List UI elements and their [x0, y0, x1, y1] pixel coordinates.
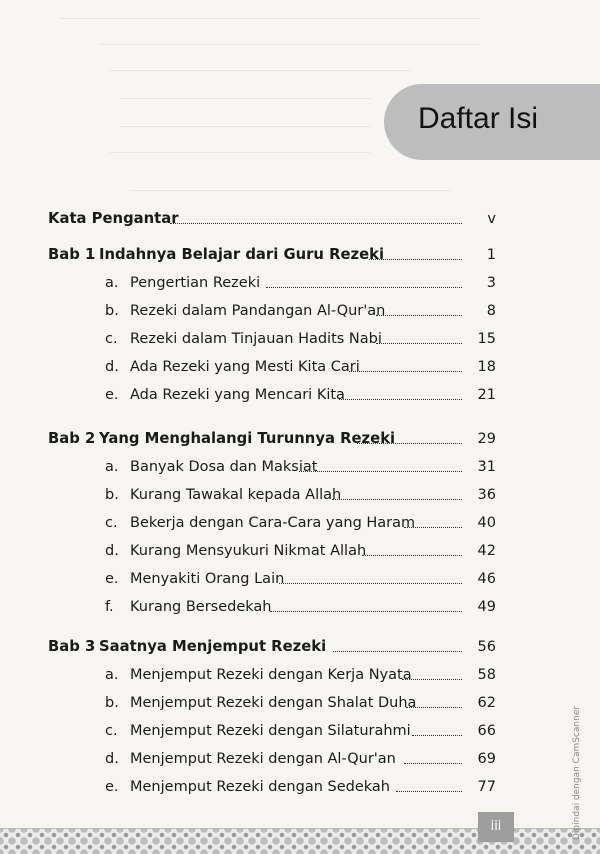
toc-page-number: 8: [486, 303, 496, 319]
toc-leader-dots: [376, 343, 462, 344]
toc-section-row[interactable]: [0, 565, 600, 589]
toc-leader-dots: [404, 763, 462, 764]
toc-section-title: Ada Rezeki yang Mencari Kita: [130, 387, 345, 403]
toc-chapter-row[interactable]: [0, 633, 600, 657]
toc-page-number: 77: [477, 779, 496, 795]
toc-section-row[interactable]: [0, 745, 600, 769]
toc-page-number: 46: [477, 571, 496, 587]
toc-chapter-number: Bab 1: [48, 246, 96, 263]
toc-section-row[interactable]: [0, 593, 600, 617]
toc-section-row[interactable]: [0, 381, 600, 405]
toc-section-letter: a.: [105, 275, 119, 291]
toc-leader-dots: [279, 583, 462, 584]
toc-leader-dots: [332, 499, 462, 500]
toc-section-row[interactable]: [0, 297, 600, 321]
toc-leader-dots: [270, 611, 462, 612]
toc-section-title: Rezeki dalam Pandangan Al-Qur'an: [130, 303, 386, 319]
toc-section-row[interactable]: [0, 689, 600, 713]
toc-section-letter: c.: [105, 515, 118, 531]
toc-page-number: 42: [477, 543, 496, 559]
toc-section-letter: e.: [105, 571, 119, 587]
toc-section-row[interactable]: [0, 353, 600, 377]
toc-page-number: 49: [477, 599, 496, 615]
page-title: Daftar Isi: [418, 102, 539, 135]
toc-section-title: Kurang Tawakal kepada Allah: [130, 487, 342, 503]
toc-page-number: v: [487, 211, 496, 227]
toc-section-letter: c.: [105, 723, 118, 739]
toc-page-number: 3: [486, 275, 496, 291]
toc-leader-dots: [406, 707, 462, 708]
toc-chapter-number: Bab 2: [48, 430, 96, 447]
toc-chapter-title: Saatnya Menjemput Rezeki: [99, 638, 327, 655]
toc-section-letter: e.: [105, 779, 119, 795]
toc-section-row[interactable]: [0, 453, 600, 477]
toc-chapter-title: Yang Menghalangi Turunnya Rezeki: [99, 430, 396, 447]
toc-page-number: 56: [477, 639, 496, 655]
toc-section-row[interactable]: [0, 661, 600, 685]
toc-section-row[interactable]: [0, 717, 600, 741]
toc-leader-dots: [333, 651, 462, 652]
toc-leader-dots: [362, 555, 462, 556]
toc-page-number: 31: [477, 459, 496, 475]
toc-page-number: 66: [477, 723, 496, 739]
toc-page-number: 69: [477, 751, 496, 767]
toc-chapter-title: Kata Pengantar: [48, 210, 179, 227]
toc-section-title: Kurang Mensyukuri Nikmat Allah: [130, 543, 367, 559]
toc-section-letter: a.: [105, 667, 119, 683]
toc-section-letter: b.: [105, 487, 119, 503]
toc-section-letter: d.: [105, 543, 119, 559]
toc-page-number: 15: [477, 331, 496, 347]
toc-page-number: 21: [477, 387, 496, 403]
toc-section-letter: e.: [105, 387, 119, 403]
toc-chapter-number: Bab 3: [48, 638, 96, 655]
toc-page-number: 36: [477, 487, 496, 503]
toc-section-title: Kurang Bersedekah: [130, 599, 272, 615]
toc-page-number: 1: [486, 247, 496, 263]
toc-section-title: Rezeki dalam Tinjauan Hadits Nabi: [130, 331, 382, 347]
toc-leader-dots: [170, 223, 462, 224]
toc-section-row[interactable]: [0, 537, 600, 561]
toc-chapter-row[interactable]: [0, 205, 600, 229]
toc-section-letter: d.: [105, 751, 119, 767]
toc-leader-dots: [299, 471, 462, 472]
toc-section-row[interactable]: [0, 269, 600, 293]
toc-leader-dots: [404, 527, 462, 528]
toc-leader-dots: [369, 259, 462, 260]
toc-leader-dots: [396, 791, 462, 792]
toc-page-number: 58: [477, 667, 496, 683]
toc-page-number: 40: [477, 515, 496, 531]
toc-chapter-row[interactable]: [0, 425, 600, 449]
toc-leader-dots: [402, 679, 462, 680]
toc-leader-dots: [266, 287, 462, 288]
toc-section-row[interactable]: [0, 509, 600, 533]
toc-section-row[interactable]: [0, 773, 600, 797]
toc-chapter-row[interactable]: [0, 241, 600, 265]
toc-section-title: Menyakiti Orang Lain: [130, 571, 285, 587]
toc-section-title: Ada Rezeki yang Mesti Kita Cari: [130, 359, 360, 375]
toc-page-number: 29: [477, 431, 496, 447]
toc-section-letter: a.: [105, 459, 119, 475]
toc-section-letter: b.: [105, 303, 119, 319]
toc-leader-dots: [357, 443, 462, 444]
toc-section-title: Menjemput Rezeki dengan Shalat Duha: [130, 695, 417, 711]
toc-leader-dots: [339, 399, 462, 400]
scanner-watermark: Dipindai dengan CamScanner: [572, 705, 582, 840]
toc-section-title: Menjemput Rezeki dengan Silaturahmi: [130, 723, 411, 739]
toc-leader-dots: [412, 735, 462, 736]
toc-section-title: Menjemput Rezeki dengan Sedekah: [130, 779, 390, 795]
toc-section-row[interactable]: [0, 325, 600, 349]
toc-section-letter: c.: [105, 331, 118, 347]
toc-section-title: Menjemput Rezeki dengan Al-Qur'an: [130, 751, 396, 767]
toc-section-letter: b.: [105, 695, 119, 711]
toc-section-title: Bekerja dengan Cara-Cara yang Haram: [130, 515, 416, 531]
toc-section-letter: f.: [105, 599, 114, 615]
toc-section-letter: d.: [105, 359, 119, 375]
toc-chapter-title: Indahnya Belajar dari Guru Rezeki: [99, 246, 385, 263]
toc-leader-dots: [349, 371, 462, 372]
toc-page-number: 62: [477, 695, 496, 711]
toc-section-title: Pengertian Rezeki: [130, 275, 261, 291]
toc-leader-dots: [376, 315, 462, 316]
toc-section-row[interactable]: [0, 481, 600, 505]
toc-section-title: Banyak Dosa dan Maksiat: [130, 459, 318, 475]
page-number: iii: [478, 812, 514, 842]
toc-page-number: 18: [477, 359, 496, 375]
toc-section-title: Menjemput Rezeki dengan Kerja Nyata: [130, 667, 412, 683]
